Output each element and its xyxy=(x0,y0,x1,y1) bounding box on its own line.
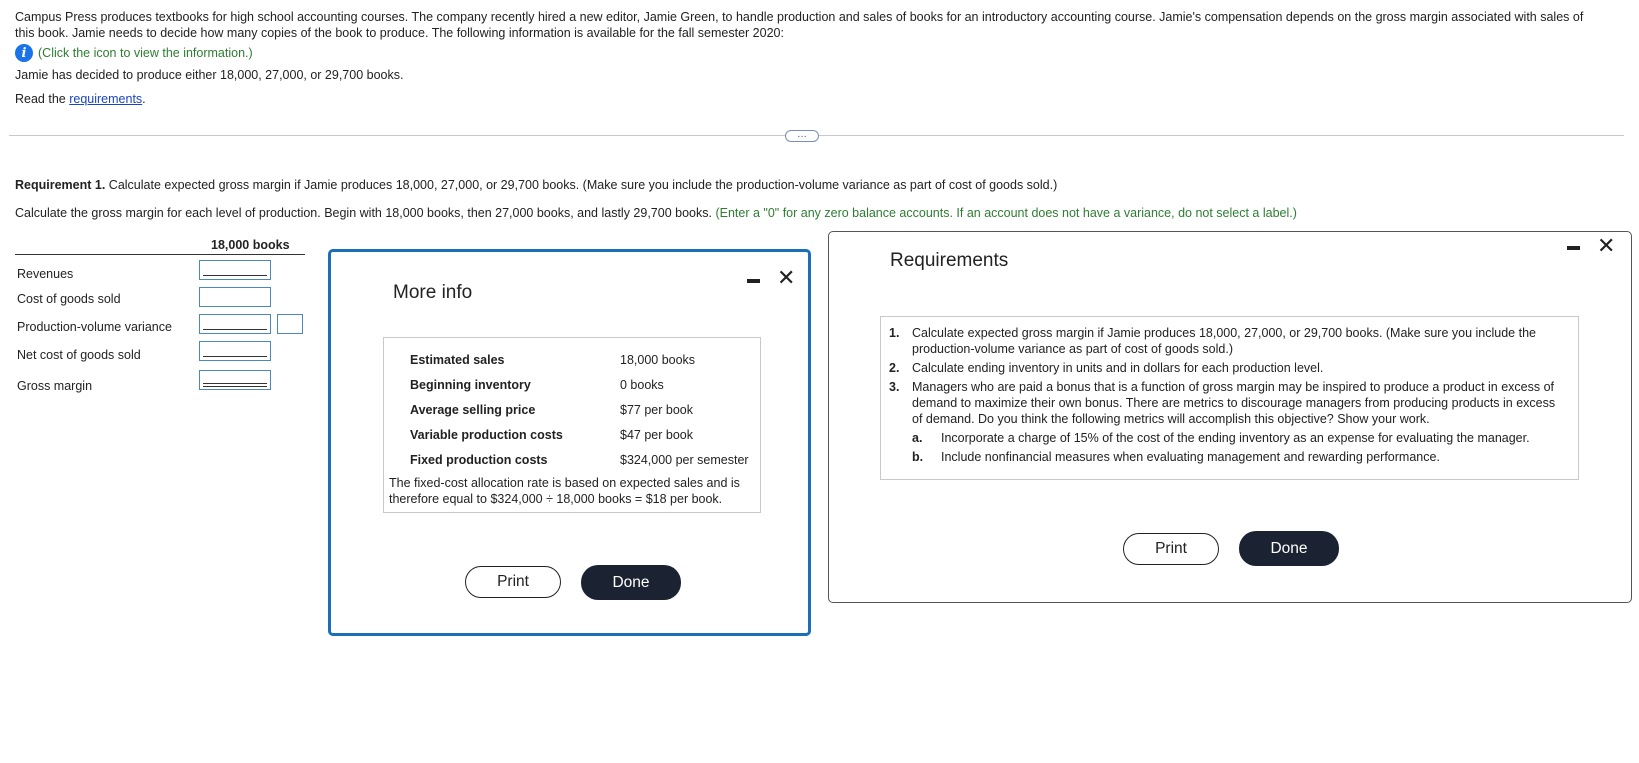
close-icon[interactable]: ✕ xyxy=(777,265,796,290)
requirement-number: 2. xyxy=(889,361,900,375)
read-suffix: . xyxy=(142,92,146,106)
info-value: $47 per book xyxy=(620,428,693,442)
info-label: Average selling price xyxy=(410,403,536,417)
info-label: Estimated sales xyxy=(410,353,505,367)
calc-instructions xyxy=(15,206,1297,220)
calc-hint: (Enter a "0" for any zero balance accounts. If an account does not have a variance, do not select a label.) xyxy=(715,206,1297,220)
info-row-variable-costs xyxy=(410,428,693,442)
print-button[interactable]: Print xyxy=(1123,533,1219,565)
info-value: $324,000 per semester xyxy=(620,453,749,467)
requirement-subitem xyxy=(912,430,1559,446)
info-row-estimated-sales xyxy=(410,353,696,367)
requirement-text: Calculate ending inventory in units and in dollars for each production level. xyxy=(912,361,1324,375)
info-label: Fixed production costs xyxy=(410,453,548,467)
row-label-net-cogs: Net cost of goods sold xyxy=(17,348,141,362)
info-label: Beginning inventory xyxy=(410,378,531,392)
requirement-1-label: Requirement 1. xyxy=(15,178,106,192)
info-icon[interactable]: i xyxy=(15,44,33,62)
requirement-1-text xyxy=(15,178,1057,192)
read-requirements xyxy=(15,92,146,106)
info-label: Variable production costs xyxy=(410,428,563,442)
subitem-letter: b. xyxy=(912,450,924,464)
expand-button[interactable]: … xyxy=(785,130,819,142)
info-table xyxy=(383,337,761,513)
read-prefix: Read the xyxy=(15,92,70,106)
more-info-title: More info xyxy=(393,282,473,303)
row-label-cogs: Cost of goods sold xyxy=(17,292,121,306)
close-icon[interactable]: ✕ xyxy=(1597,233,1616,258)
requirements-list-box xyxy=(880,316,1579,480)
problem-intro: Campus Press produces textbooks for high school accounting courses. The company recently hired a new editor, Jamie Green, to handle production and sales of books for an introductory accounting course. Jamie's compensation depends on the gross margin associated with sales of this book. Jamie needs to decide how many copies of the book to produce. The following information is available for the fall semester 2020: xyxy=(15,10,1584,40)
requirements-list xyxy=(889,325,1559,468)
subitem-text: Include nonfinancial measures when evaluating management and rewarding performance. xyxy=(941,450,1440,464)
requirement-subitem xyxy=(912,449,1559,465)
info-row-fixed-costs xyxy=(410,453,749,467)
subitem-letter: a. xyxy=(912,431,923,445)
pvv-input[interactable] xyxy=(199,314,271,334)
row-label-pvv: Production-volume variance xyxy=(17,320,172,334)
requirement-text: Calculate expected gross margin if Jamie produces 18,000, 27,000, or 29,700 books. (Make sure you include the production-volume variance as part of cost of goods sold.) xyxy=(912,326,1536,356)
subitem-text: Incorporate a charge of 15% of the cost of the ending inventory as an expense for evaluating the manager. xyxy=(941,431,1530,445)
requirement-item xyxy=(889,379,1559,427)
column-header-18000: 18,000 books xyxy=(211,238,290,252)
requirement-1-body: Calculate expected gross margin if Jamie produces 18,000, 27,000, or 29,700 books. (Make sure you include the production-volume variance as part of cost of goods sold.) xyxy=(105,178,1058,192)
row-label-gross-margin: Gross margin xyxy=(17,379,93,393)
requirements-title: Requirements xyxy=(890,250,1009,271)
net-cogs-input[interactable] xyxy=(199,341,271,361)
info-note: The fixed-cost allocation rate is based on expected sales and is therefore equal to $324,000 ÷ 18,000 books = $18 per book. xyxy=(389,476,740,506)
info-value: 0 books xyxy=(620,378,664,392)
pvv-label-select[interactable] xyxy=(277,314,303,334)
revenues-input[interactable] xyxy=(199,260,271,280)
info-value: 18,000 books xyxy=(620,353,696,367)
worksheet-header xyxy=(15,237,305,255)
info-row-avg-price xyxy=(410,403,693,417)
requirement-number: 1. xyxy=(889,326,900,340)
requirements-link[interactable]: requirements xyxy=(69,92,143,106)
minimize-icon[interactable] xyxy=(1567,246,1580,250)
requirement-text: Managers who are paid a bonus that is a function of gross margin may be inspired to produce a product in excess of demand to maximize their own bonus. There are metrics to discourage managers from producing products in excess of demand. Do you think the following metrics will accomplish this objective? Show your work. xyxy=(912,380,1556,426)
minimize-icon[interactable] xyxy=(747,279,760,283)
row-label-revenues: Revenues xyxy=(17,267,74,281)
info-link-text[interactable]: (Click the icon to view the information.) xyxy=(38,46,253,60)
print-button[interactable]: Print xyxy=(465,566,561,598)
info-row xyxy=(15,44,253,62)
done-button[interactable]: Done xyxy=(581,565,681,600)
gross-margin-input[interactable] xyxy=(199,370,271,390)
requirement-number: 3. xyxy=(889,380,900,394)
requirement-item xyxy=(889,325,1559,357)
cogs-input[interactable] xyxy=(199,287,271,307)
info-row-beginning-inventory xyxy=(410,378,664,392)
requirements-modal xyxy=(828,231,1632,603)
info-value: $77 per book xyxy=(620,403,693,417)
done-button[interactable]: Done xyxy=(1239,531,1339,566)
calc-text: Calculate the gross margin for each level of production. Begin with 18,000 books, then 27,000 books, and lastly 29,700 books. xyxy=(15,206,716,220)
more-info-modal xyxy=(328,249,811,636)
requirement-item xyxy=(889,360,1559,376)
jamie-text: Jamie has decided to produce either 18,000, 27,000, or 29,700 books. xyxy=(15,68,404,82)
